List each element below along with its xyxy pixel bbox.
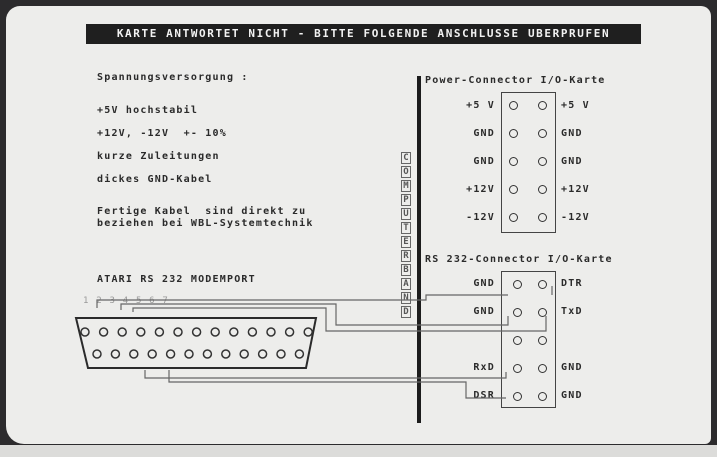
power-left-label: -12V — [466, 212, 495, 223]
db25-pin — [267, 328, 275, 336]
note-line-2: beziehen bei WBL-Systemtechnik — [97, 218, 314, 229]
rs232-right-label: GND — [561, 390, 583, 401]
db25-pin — [167, 350, 175, 358]
power-right-label: +12V — [561, 184, 590, 195]
vertical-letter: U — [401, 208, 411, 220]
spec-line-1: +5V hochstabil — [97, 105, 199, 116]
power-left-label: +5 V — [466, 100, 495, 111]
atari-port-label: ATARI RS 232 MODEMPORT — [97, 274, 256, 285]
rs232-left-label: GND — [473, 306, 495, 317]
db25-pin — [185, 350, 193, 358]
db25-pin — [259, 350, 267, 358]
power-right-label: +5 V — [561, 100, 590, 111]
db25-pin — [130, 350, 138, 358]
power-left-label: GND — [473, 156, 495, 167]
vertical-letter: R — [401, 250, 411, 262]
db25-bottom-pins — [93, 350, 303, 358]
wire-rxd — [145, 370, 506, 378]
spec-line-2: +12V, -12V +- 10% — [97, 128, 227, 139]
db25-pin — [230, 328, 238, 336]
db25-pin — [222, 350, 230, 358]
note-line-1: Fertige Kabel sind direkt zu — [97, 206, 307, 217]
wire-dsr — [169, 370, 506, 398]
db25-pin — [211, 328, 219, 336]
db25-pin — [240, 350, 248, 358]
db25-pin — [81, 328, 89, 336]
rs232-right-label: DTR — [561, 278, 583, 289]
rs232-right-label: TxD — [561, 306, 583, 317]
power-left-label: +12V — [466, 184, 495, 195]
rs232-connector-heading: RS 232-Connector I/O-Karte — [425, 254, 613, 265]
power-connector-heading: Power-Connector I/O-Karte — [425, 75, 606, 86]
db25-connector-outline — [76, 318, 316, 368]
wiring-diagram — [6, 6, 711, 444]
crt-screen — [6, 6, 711, 444]
db25-pin — [203, 350, 211, 358]
wires — [97, 286, 552, 398]
vertical-letter: E — [401, 236, 411, 248]
pin-number-row: 1 2 3 4 5 6 7 — [83, 296, 170, 306]
power-supply-heading: Spannungsversorgung : — [97, 72, 249, 83]
db25-pin — [118, 328, 126, 336]
vertical-letter: B — [401, 264, 411, 276]
rs232-left-label: GND — [473, 278, 495, 289]
vertical-letter: P — [401, 194, 411, 206]
rs232-left-label: DSR — [473, 390, 495, 401]
db25-pin — [248, 328, 256, 336]
db25-pin — [286, 328, 294, 336]
spec-line-4: dickes GND-Kabel — [97, 174, 213, 185]
power-left-label: GND — [473, 128, 495, 139]
power-right-label: GND — [561, 128, 583, 139]
vertical-letter: A — [401, 278, 411, 290]
db25-pin — [155, 328, 163, 336]
wire-gnd-dtr — [97, 295, 508, 308]
rs232-right-label: GND — [561, 362, 583, 373]
db25-pin — [304, 328, 312, 336]
vertical-letter: C — [401, 152, 411, 164]
vertical-letter: T — [401, 222, 411, 234]
db25-pin — [93, 350, 101, 358]
db25-pin — [193, 328, 201, 336]
power-right-label: GND — [561, 156, 583, 167]
db25-pin — [277, 350, 285, 358]
spec-line-3: kurze Zuleitungen — [97, 151, 220, 162]
db25-pin — [111, 350, 119, 358]
vertical-letter: N — [401, 292, 411, 304]
db25-pin — [174, 328, 182, 336]
vertical-letter: O — [401, 166, 411, 178]
vertical-letter: M — [401, 180, 411, 192]
rs232-left-label: RxD — [473, 362, 495, 373]
db25-pin — [100, 328, 108, 336]
vertical-letter: D — [401, 306, 411, 318]
db25-top-pins — [81, 328, 312, 336]
db25-pin — [137, 328, 145, 336]
power-right-label: -12V — [561, 212, 590, 223]
db25-pin — [148, 350, 156, 358]
title-text: KARTE ANTWORTET NICHT - BITTE FOLGENDE ANSCHLUSSE UBERPRUFEN — [116, 27, 611, 40]
bottom-border — [0, 445, 717, 457]
db25-pin — [295, 350, 303, 358]
